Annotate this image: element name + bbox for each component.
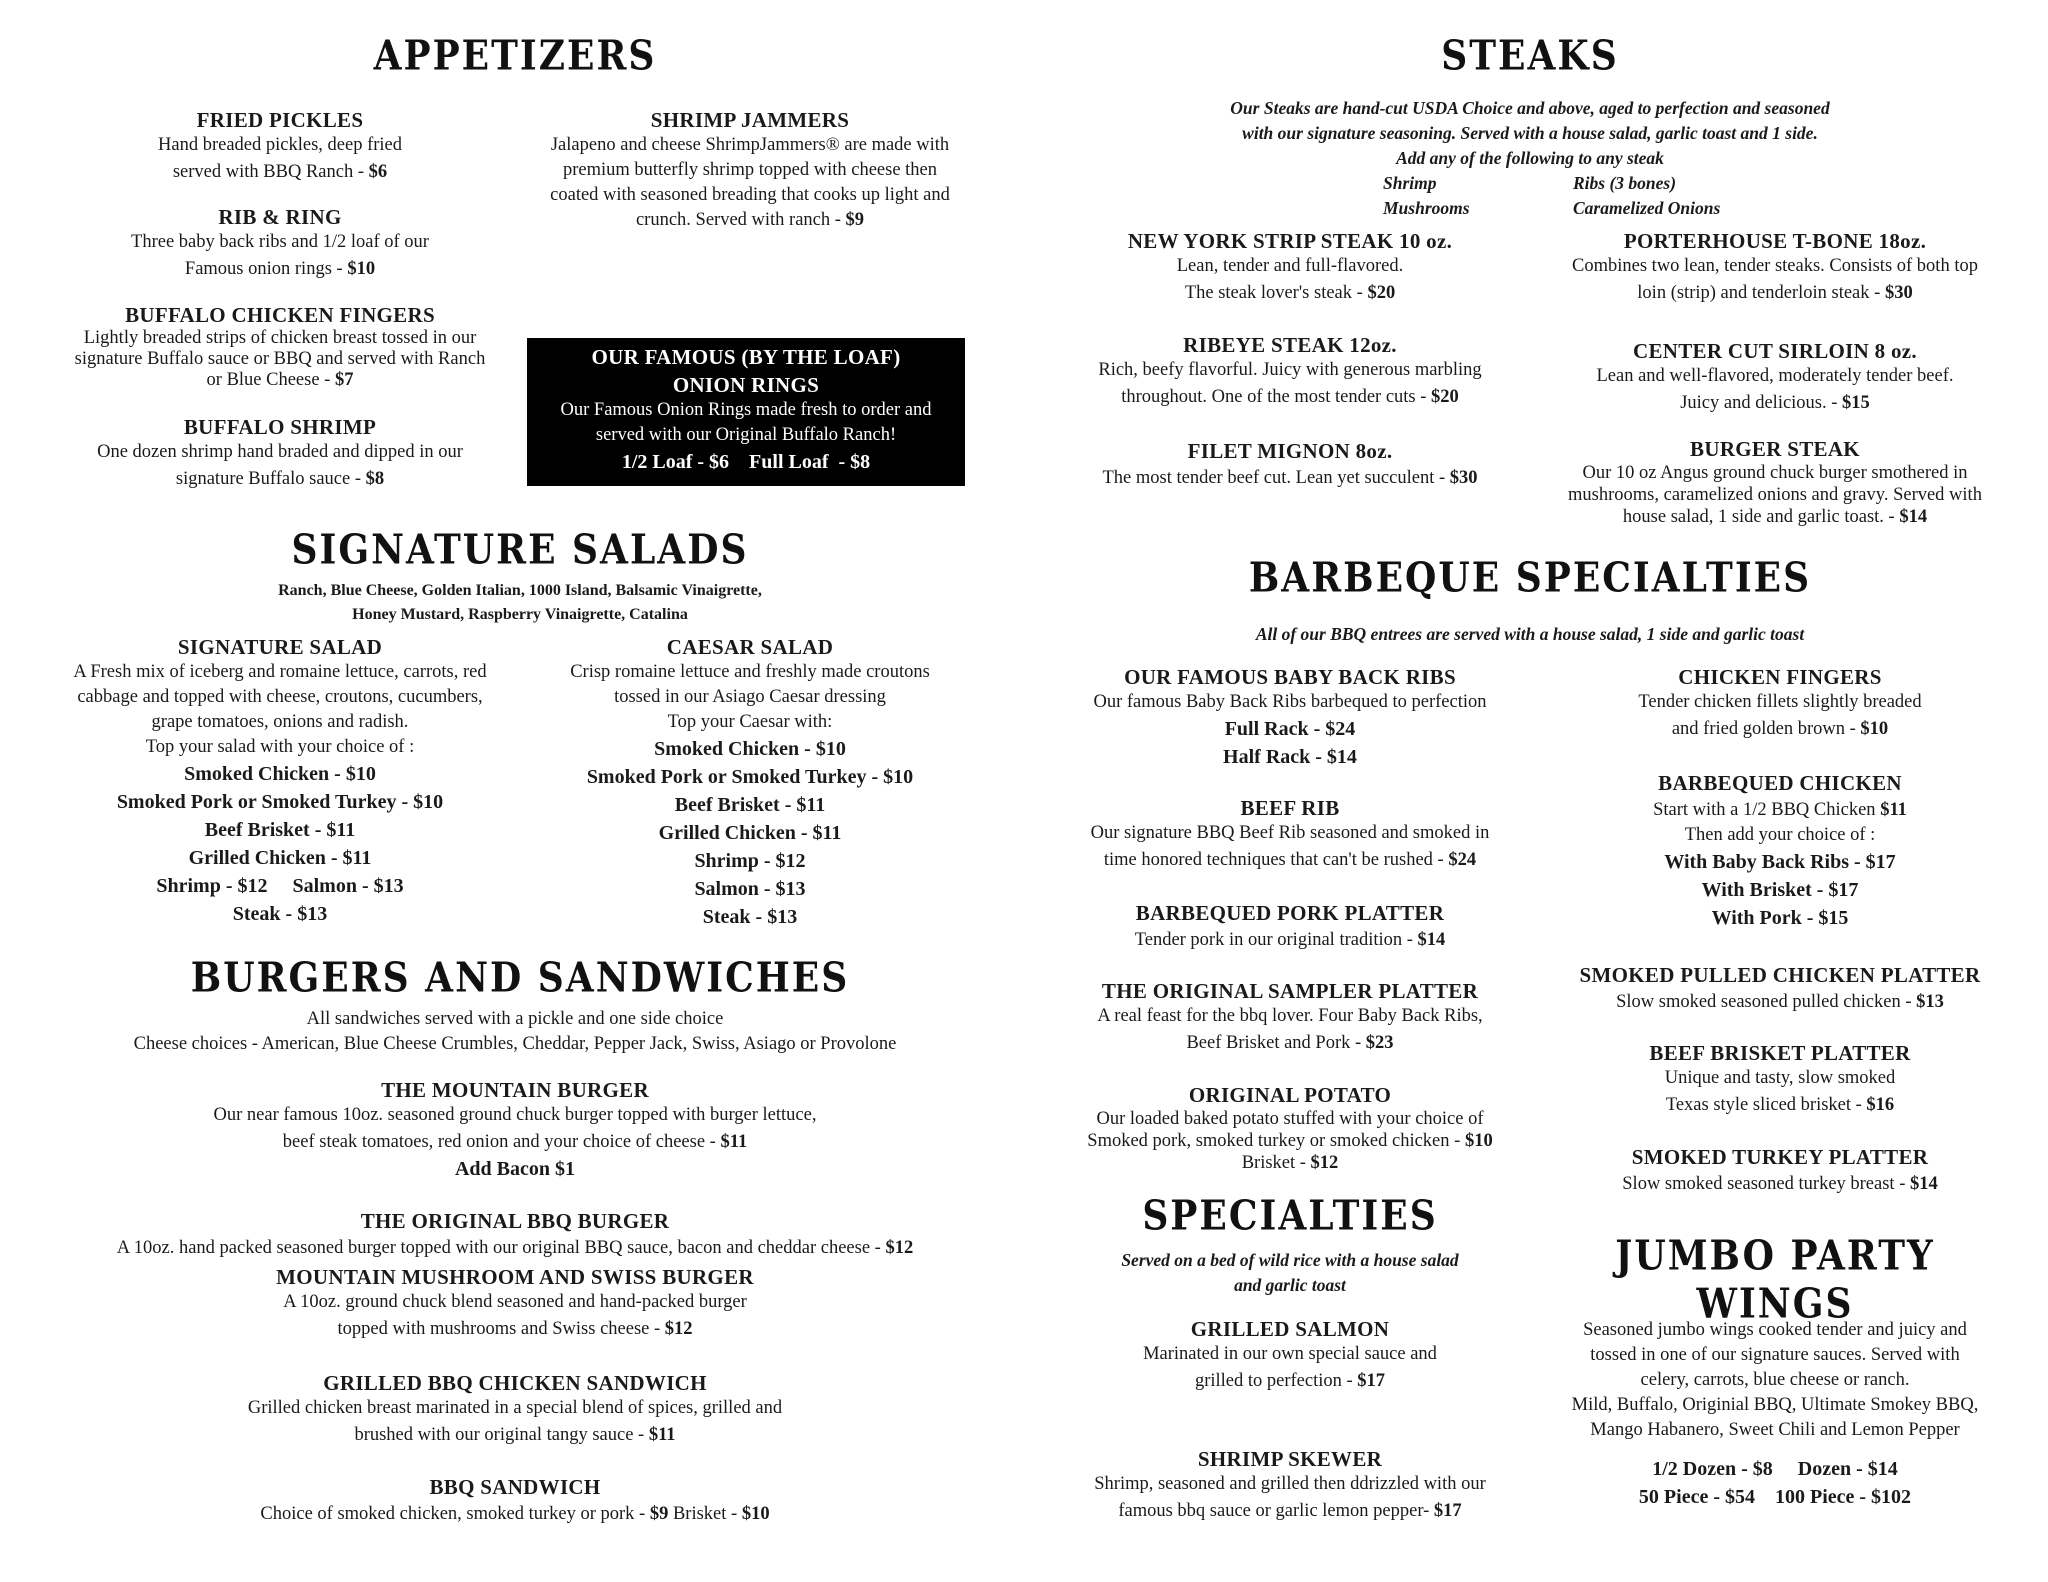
item-desc: Our loaded baked potato stuffed with your choice of — [1096, 1109, 1484, 1129]
item-desc: grilled to perfection - $17 — [1194, 1371, 1386, 1391]
item-desc: Our near famous 10oz. seasoned ground chuck burger topped with burger lettuce, — [213, 1105, 817, 1125]
item-name: ONION RINGS — [672, 373, 820, 397]
jumbo-wings-item — [1530, 1318, 2020, 1511]
option: Smoked Pork or Smoked Turkey - $10 — [586, 766, 914, 788]
item-price: $30 — [1449, 468, 1478, 488]
intro-line: All sandwiches served with a pickle and one side choice — [306, 1009, 724, 1029]
item-prices: 1/2 Loaf - $6 Full Loaf - $8 — [621, 451, 871, 473]
item-price: $11 — [1880, 800, 1907, 820]
item-price: $10 — [741, 1504, 770, 1524]
signature-salad-item — [40, 634, 520, 928]
item-price: $12 — [664, 1319, 693, 1339]
option: Add Bacon $1 — [454, 1158, 576, 1180]
item-desc: Tender chicken fillets slightly breaded — [1638, 692, 1922, 712]
item-price: $7 — [334, 370, 354, 390]
pulled-chicken-platter-item — [1550, 962, 2010, 1015]
option: With Baby Back Ribs - $17 — [1664, 851, 1896, 873]
item-desc: Juicy and delicious. - $15 — [1680, 393, 1870, 413]
option: Half Rack - $14 — [1223, 746, 1357, 768]
chicken-sandwich-item — [150, 1370, 880, 1448]
mushroom-swiss-burger-item — [150, 1264, 880, 1342]
item-price: $16 — [1866, 1095, 1895, 1115]
option: Full Rack - $24 — [1224, 718, 1356, 740]
pork-platter-item — [1080, 900, 1500, 953]
item-desc: Marinated in our own special sauce and — [1143, 1344, 1437, 1364]
option: Shrimp - $12 Salmon - $13 — [156, 875, 404, 897]
item-desc: tossed in one of our signature sauces. Served with — [1590, 1345, 1960, 1365]
item-desc: and fried golden brown - $10 — [1671, 719, 1889, 739]
item-name: ORIGINAL POTATO — [1188, 1083, 1392, 1107]
filet-mignon-item — [1080, 438, 1500, 491]
porterhouse-item — [1540, 228, 2010, 306]
item-name: BBQ SANDWICH — [429, 1475, 601, 1499]
item-desc: throughout. One of the most tender cuts - $20 — [1121, 387, 1459, 407]
option: Steak - $13 — [232, 903, 328, 925]
item-price: $10 — [347, 259, 376, 279]
item-price: $14 — [1909, 1174, 1938, 1194]
item-desc: Slow smoked seasoned pulled chicken - $13 — [1616, 992, 1944, 1012]
option: Smoked Chicken - $10 — [654, 738, 846, 760]
option: Beef Brisket - $11 — [204, 819, 356, 841]
item-desc: Crisp romaine lettuce and freshly made croutons — [570, 662, 930, 682]
item-price: $17 — [1357, 1371, 1386, 1391]
item-name: NEW YORK STRIP STEAK 10 oz. — [1127, 229, 1453, 253]
item-price: $20 — [1431, 387, 1459, 407]
item-name: OUR FAMOUS BABY BACK RIBS — [1124, 665, 1456, 689]
item-desc: A Fresh mix of iceberg and romaine lettuce, carrots, red — [73, 662, 487, 682]
steak-add-ons — [1383, 171, 1783, 221]
bbq-intro: All of our BBQ entrees are served with a house salad, 1 side and garlic toast — [1255, 624, 1805, 644]
buffalo-shrimp-item — [60, 414, 500, 492]
item-desc: Hand breaded pickles, deep fried — [158, 135, 402, 155]
specialties-heading: SPECIALTIES — [1142, 1191, 1438, 1240]
original-potato-item — [1070, 1082, 1510, 1174]
item-price: $17 — [1433, 1501, 1462, 1521]
item-desc: Choice of smoked chicken, smoked turkey or pork - $9 Brisket - $10 — [260, 1504, 770, 1524]
steaks-intro: with our signature seasoning. Served with a house salad, garlic toast and 1 side. — [1242, 123, 1818, 143]
item-desc: house salad, 1 side and garlic toast. - $14 — [1622, 507, 1928, 527]
item-price: $10 — [1860, 719, 1889, 739]
item-desc: Smoked pork, smoked turkey or smoked chicken - $10 — [1087, 1131, 1493, 1151]
item-name: MOUNTAIN MUSHROOM AND SWISS BURGER — [276, 1265, 754, 1289]
item-desc: grape tomatoes, onions and radish. — [151, 712, 409, 732]
option: Steak - $13 — [702, 906, 798, 928]
chicken-fingers-item — [1580, 664, 1980, 742]
signature-salads-heading: SIGNATURE SALADS — [291, 525, 749, 574]
item-name: SMOKED PULLED CHICKEN PLATTER — [1579, 963, 1981, 987]
brisket-platter-item — [1580, 1040, 1980, 1118]
option: Smoked Chicken - $10 — [184, 763, 376, 785]
add-on: Shrimp — [1383, 173, 1437, 193]
caesar-salad-item — [530, 634, 970, 931]
item-desc: Rich, beefy flavorful. Juicy with generous marbling — [1098, 360, 1482, 380]
item-desc: Slow smoked seasoned turkey breast - $14 — [1622, 1174, 1938, 1194]
baby-back-ribs-item — [1080, 664, 1500, 771]
item-desc: mushrooms, caramelized onions and gravy. Served with — [1568, 485, 1982, 505]
item-desc: Seasoned jumbo wings cooked tender and juicy and — [1583, 1320, 1967, 1340]
option: Grilled Chicken - $11 — [658, 822, 842, 844]
item-name: CHICKEN FINGERS — [1678, 665, 1882, 689]
item-desc: signature Buffalo sauce or BBQ and served with Ranch — [74, 349, 486, 369]
add-on: Caramelized Onions — [1573, 198, 1721, 218]
option: Salmon - $13 — [694, 878, 806, 900]
item-desc: topped with mushrooms and Swiss cheese - $12 — [337, 1319, 693, 1339]
item-name: SIGNATURE SALAD — [177, 635, 383, 659]
item-name: CAESAR SALAD — [666, 635, 834, 659]
item-desc: The most tender beef cut. Lean yet succulent - $30 — [1102, 468, 1478, 488]
item-desc: tossed in our Asiago Caesar dressing — [614, 687, 886, 707]
option: Grilled Chicken - $11 — [188, 847, 372, 869]
item-price: $14 — [1899, 507, 1928, 527]
add-on: Ribs (3 bones) — [1573, 173, 1677, 193]
item-desc: Combines two lean, tender steaks. Consists of both top — [1572, 256, 1978, 276]
item-desc: Top your Caesar with: — [667, 712, 833, 732]
item-name: GRILLED BBQ CHICKEN SANDWICH — [323, 1371, 707, 1395]
item-desc: premium butterfly shrimp topped with cheese then — [562, 160, 938, 180]
item-desc: A real feast for the bbq lover. Four Baby Back Ribs, — [1097, 1006, 1483, 1026]
bbq-burger-item — [30, 1208, 1000, 1261]
sirloin-item — [1560, 338, 1990, 416]
item-desc: beef steak tomatoes, red onion and your choice of cheese - $11 — [282, 1132, 748, 1152]
steaks-intro: Our Steaks are hand-cut USDA Choice and above, aged to perfection and seasoned — [1230, 98, 1830, 118]
item-name: THE ORIGINAL BBQ BURGER — [360, 1209, 670, 1233]
item-price: $24 — [1448, 850, 1477, 870]
bbq-sandwich-item — [150, 1474, 880, 1527]
item-desc: Lean, tender and full-flavored. — [1176, 256, 1404, 276]
buffalo-chicken-fingers-item — [40, 302, 520, 391]
item-desc: A 10oz. hand packed seasoned burger topped with our original BBQ sauce, bacon and cheddar cheese - $12 — [116, 1238, 914, 1258]
item-name: FRIED PICKLES — [196, 108, 364, 132]
turkey-platter-item — [1580, 1144, 1980, 1197]
sampler-platter-item — [1080, 978, 1500, 1056]
item-name: PORTERHOUSE T-BONE 18oz. — [1623, 229, 1927, 253]
item-price: $12 — [1310, 1153, 1339, 1173]
beef-rib-item — [1070, 795, 1510, 873]
option: 1/2 Dozen - $8 Dozen - $14 — [1652, 1458, 1898, 1480]
item-name: BUFFALO CHICKEN FINGERS — [125, 303, 435, 327]
item-name: THE MOUNTAIN BURGER — [381, 1078, 649, 1102]
item-desc: brushed with our original tangy sauce - $11 — [354, 1425, 676, 1445]
item-name: SHRIMP SKEWER — [1197, 1447, 1383, 1471]
item-name: BARBEQUED PORK PLATTER — [1135, 901, 1445, 925]
barbeque-specialties-heading: BARBEQUE SPECIALTIES — [1248, 553, 1812, 602]
item-name: RIB & RING — [218, 205, 342, 229]
dressings-line: Honey Mustard, Raspberry Vinaigrette, Catalina — [352, 606, 688, 623]
item-price: $10 — [1464, 1131, 1493, 1151]
item-desc: Tender pork in our original tradition - $14 — [1134, 930, 1446, 950]
item-desc: Our Famous Onion Rings made fresh to order and — [560, 400, 932, 420]
item-desc: or Blue Cheese - $7 — [206, 370, 354, 390]
burgers-intro — [40, 1007, 990, 1057]
item-desc: crunch. Served with ranch - $9 — [635, 210, 865, 230]
item-desc: cabbage and topped with cheese, croutons, cucumbers, — [77, 687, 483, 707]
item-desc: Jalapeno and cheese ShrimpJammers® are made with — [550, 135, 950, 155]
intro-line: Cheese choices - American, Blue Cheese Crumbles, Cheddar, Pepper Jack, Swiss, Asiago or Provolone — [133, 1034, 897, 1054]
item-desc: Texas style sliced brisket - $16 — [1665, 1095, 1895, 1115]
item-price: $11 — [720, 1132, 748, 1152]
option: Smoked Pork or Smoked Turkey - $10 — [116, 791, 444, 813]
option: With Brisket - $17 — [1701, 879, 1859, 901]
item-price: $23 — [1365, 1033, 1394, 1053]
item-desc: Lightly breaded strips of chicken breast tossed in our — [83, 328, 477, 348]
item-desc: Mango Habanero, Sweet Chili and Lemon Pepper — [1590, 1420, 1960, 1440]
item-price: $8 — [365, 469, 385, 489]
burger-steak-item — [1540, 436, 2010, 528]
item-desc: Then add your choice of : — [1684, 825, 1876, 845]
dressings-line: Ranch, Blue Cheese, Golden Italian, 1000 Island, Balsamic Vinaigrette, — [278, 582, 762, 599]
jumbo-party-wings-heading: JUMBO PARTY WINGS — [1615, 1231, 1935, 1328]
add-on: Mushrooms — [1383, 198, 1470, 218]
item-desc: served with BBQ Ranch - $6 — [172, 162, 388, 182]
ny-strip-item — [1090, 228, 1490, 306]
item-desc: Top your salad with your choice of : — [145, 737, 415, 757]
item-desc: Famous onion rings - $10 — [184, 259, 376, 279]
item-name: OUR FAMOUS (BY THE LOAF) — [591, 345, 901, 369]
item-desc: Unique and tasty, slow smoked — [1664, 1068, 1896, 1088]
item-name: BUFFALO SHRIMP — [183, 415, 377, 439]
item-desc: coated with seasoned breading that cooks up light and — [550, 185, 950, 205]
burgers-heading: BURGERS AND SANDWICHES — [190, 953, 850, 1002]
item-desc: The steak lover's steak - $20 — [1184, 283, 1396, 303]
item-name: GRILLED SALMON — [1190, 1317, 1390, 1341]
item-desc: served with our Original Buffalo Ranch! — [595, 425, 897, 445]
option: 50 Piece - $54 100 Piece - $102 — [1638, 1486, 1912, 1508]
mountain-burger-item — [100, 1077, 930, 1183]
item-name: CENTER CUT SIRLOIN 8 oz. — [1633, 339, 1917, 363]
item-desc: Our signature BBQ Beef Rib seasoned and smoked in — [1090, 823, 1490, 843]
item-price: $6 — [368, 162, 388, 182]
steaks-heading: STEAKS — [1441, 31, 1619, 80]
item-desc: Shrimp, seasoned and grilled then ddrizzled with our — [1094, 1474, 1486, 1494]
item-desc: A 10oz. ground chuck blend seasoned and hand-packed burger — [283, 1292, 747, 1312]
item-name: RIBEYE STEAK 12oz. — [1183, 333, 1397, 357]
rib-ring-item — [80, 204, 480, 282]
barbequed-chicken-item — [1580, 770, 1980, 932]
specialties-intro: Served on a bed of wild rice with a house salad — [1121, 1250, 1459, 1270]
item-name: BEEF BRISKET PLATTER — [1649, 1041, 1911, 1065]
appetizers-heading: APPETIZERS — [373, 31, 657, 80]
option: With Pork - $15 — [1711, 907, 1849, 929]
option: Shrimp - $12 — [694, 850, 806, 872]
item-name: FILET MIGNON 8oz. — [1187, 439, 1393, 463]
item-desc: Start with a 1/2 BBQ Chicken $11 — [1653, 800, 1907, 820]
specialties-intro: and garlic toast — [1234, 1275, 1346, 1295]
option: Beef Brisket - $11 — [674, 794, 826, 816]
shrimp-skewer-item — [1060, 1446, 1520, 1524]
item-desc: Our 10 oz Angus ground chuck burger smothered in — [1582, 463, 1968, 483]
item-price: $12 — [885, 1238, 914, 1258]
item-price: $14 — [1417, 930, 1446, 950]
item-name: SHRIMP JAMMERS — [650, 108, 850, 132]
fried-pickles-item — [100, 107, 460, 185]
item-desc: Grilled chicken breast marinated in a special blend of spices, grilled and — [247, 1398, 783, 1418]
item-desc: Three baby back ribs and 1/2 loaf of our — [131, 232, 429, 252]
onion-rings-callout — [527, 338, 965, 486]
item-price: $9 — [845, 210, 865, 230]
item-desc: loin (strip) and tenderloin steak - $30 — [1637, 283, 1913, 303]
item-desc: famous bbq sauce or garlic lemon pepper- $17 — [1118, 1501, 1462, 1521]
item-price: $9 — [649, 1504, 669, 1524]
shrimp-jammers-item — [515, 107, 985, 233]
item-desc: celery, carrots, blue cheese or ranch. — [1640, 1370, 1910, 1390]
item-price: $20 — [1367, 283, 1396, 303]
item-price: $30 — [1884, 283, 1913, 303]
item-desc: signature Buffalo sauce - $8 — [175, 469, 385, 489]
item-price: $15 — [1842, 393, 1870, 413]
item-desc: Beef Brisket and Pork - $23 — [1186, 1033, 1394, 1053]
item-name: BEEF RIB — [1240, 796, 1340, 820]
item-desc: Lean and well-flavored, moderately tender beef. — [1596, 366, 1954, 386]
ribeye-item — [1080, 332, 1500, 410]
item-price: $13 — [1916, 992, 1944, 1012]
item-name: SMOKED TURKEY PLATTER — [1631, 1145, 1929, 1169]
item-desc: Brisket - $12 — [1241, 1153, 1339, 1173]
item-desc: time honored techniques that can't be rushed - $24 — [1103, 850, 1477, 870]
item-desc: Mild, Buffalo, Originial BBQ, Ultimate Smokey BBQ, — [1571, 1395, 1979, 1415]
item-name: THE ORIGINAL SAMPLER PLATTER — [1101, 979, 1479, 1003]
item-name: BURGER STEAK — [1690, 437, 1860, 461]
item-price: $11 — [648, 1425, 676, 1445]
item-name: BARBEQUED CHICKEN — [1658, 771, 1902, 795]
item-desc: Our famous Baby Back Ribs barbequed to perfection — [1093, 692, 1487, 712]
grilled-salmon-item — [1090, 1316, 1490, 1394]
steaks-intro: Add any of the following to any steak — [1396, 148, 1664, 168]
item-desc: One dozen shrimp hand braded and dipped in our — [97, 442, 463, 462]
